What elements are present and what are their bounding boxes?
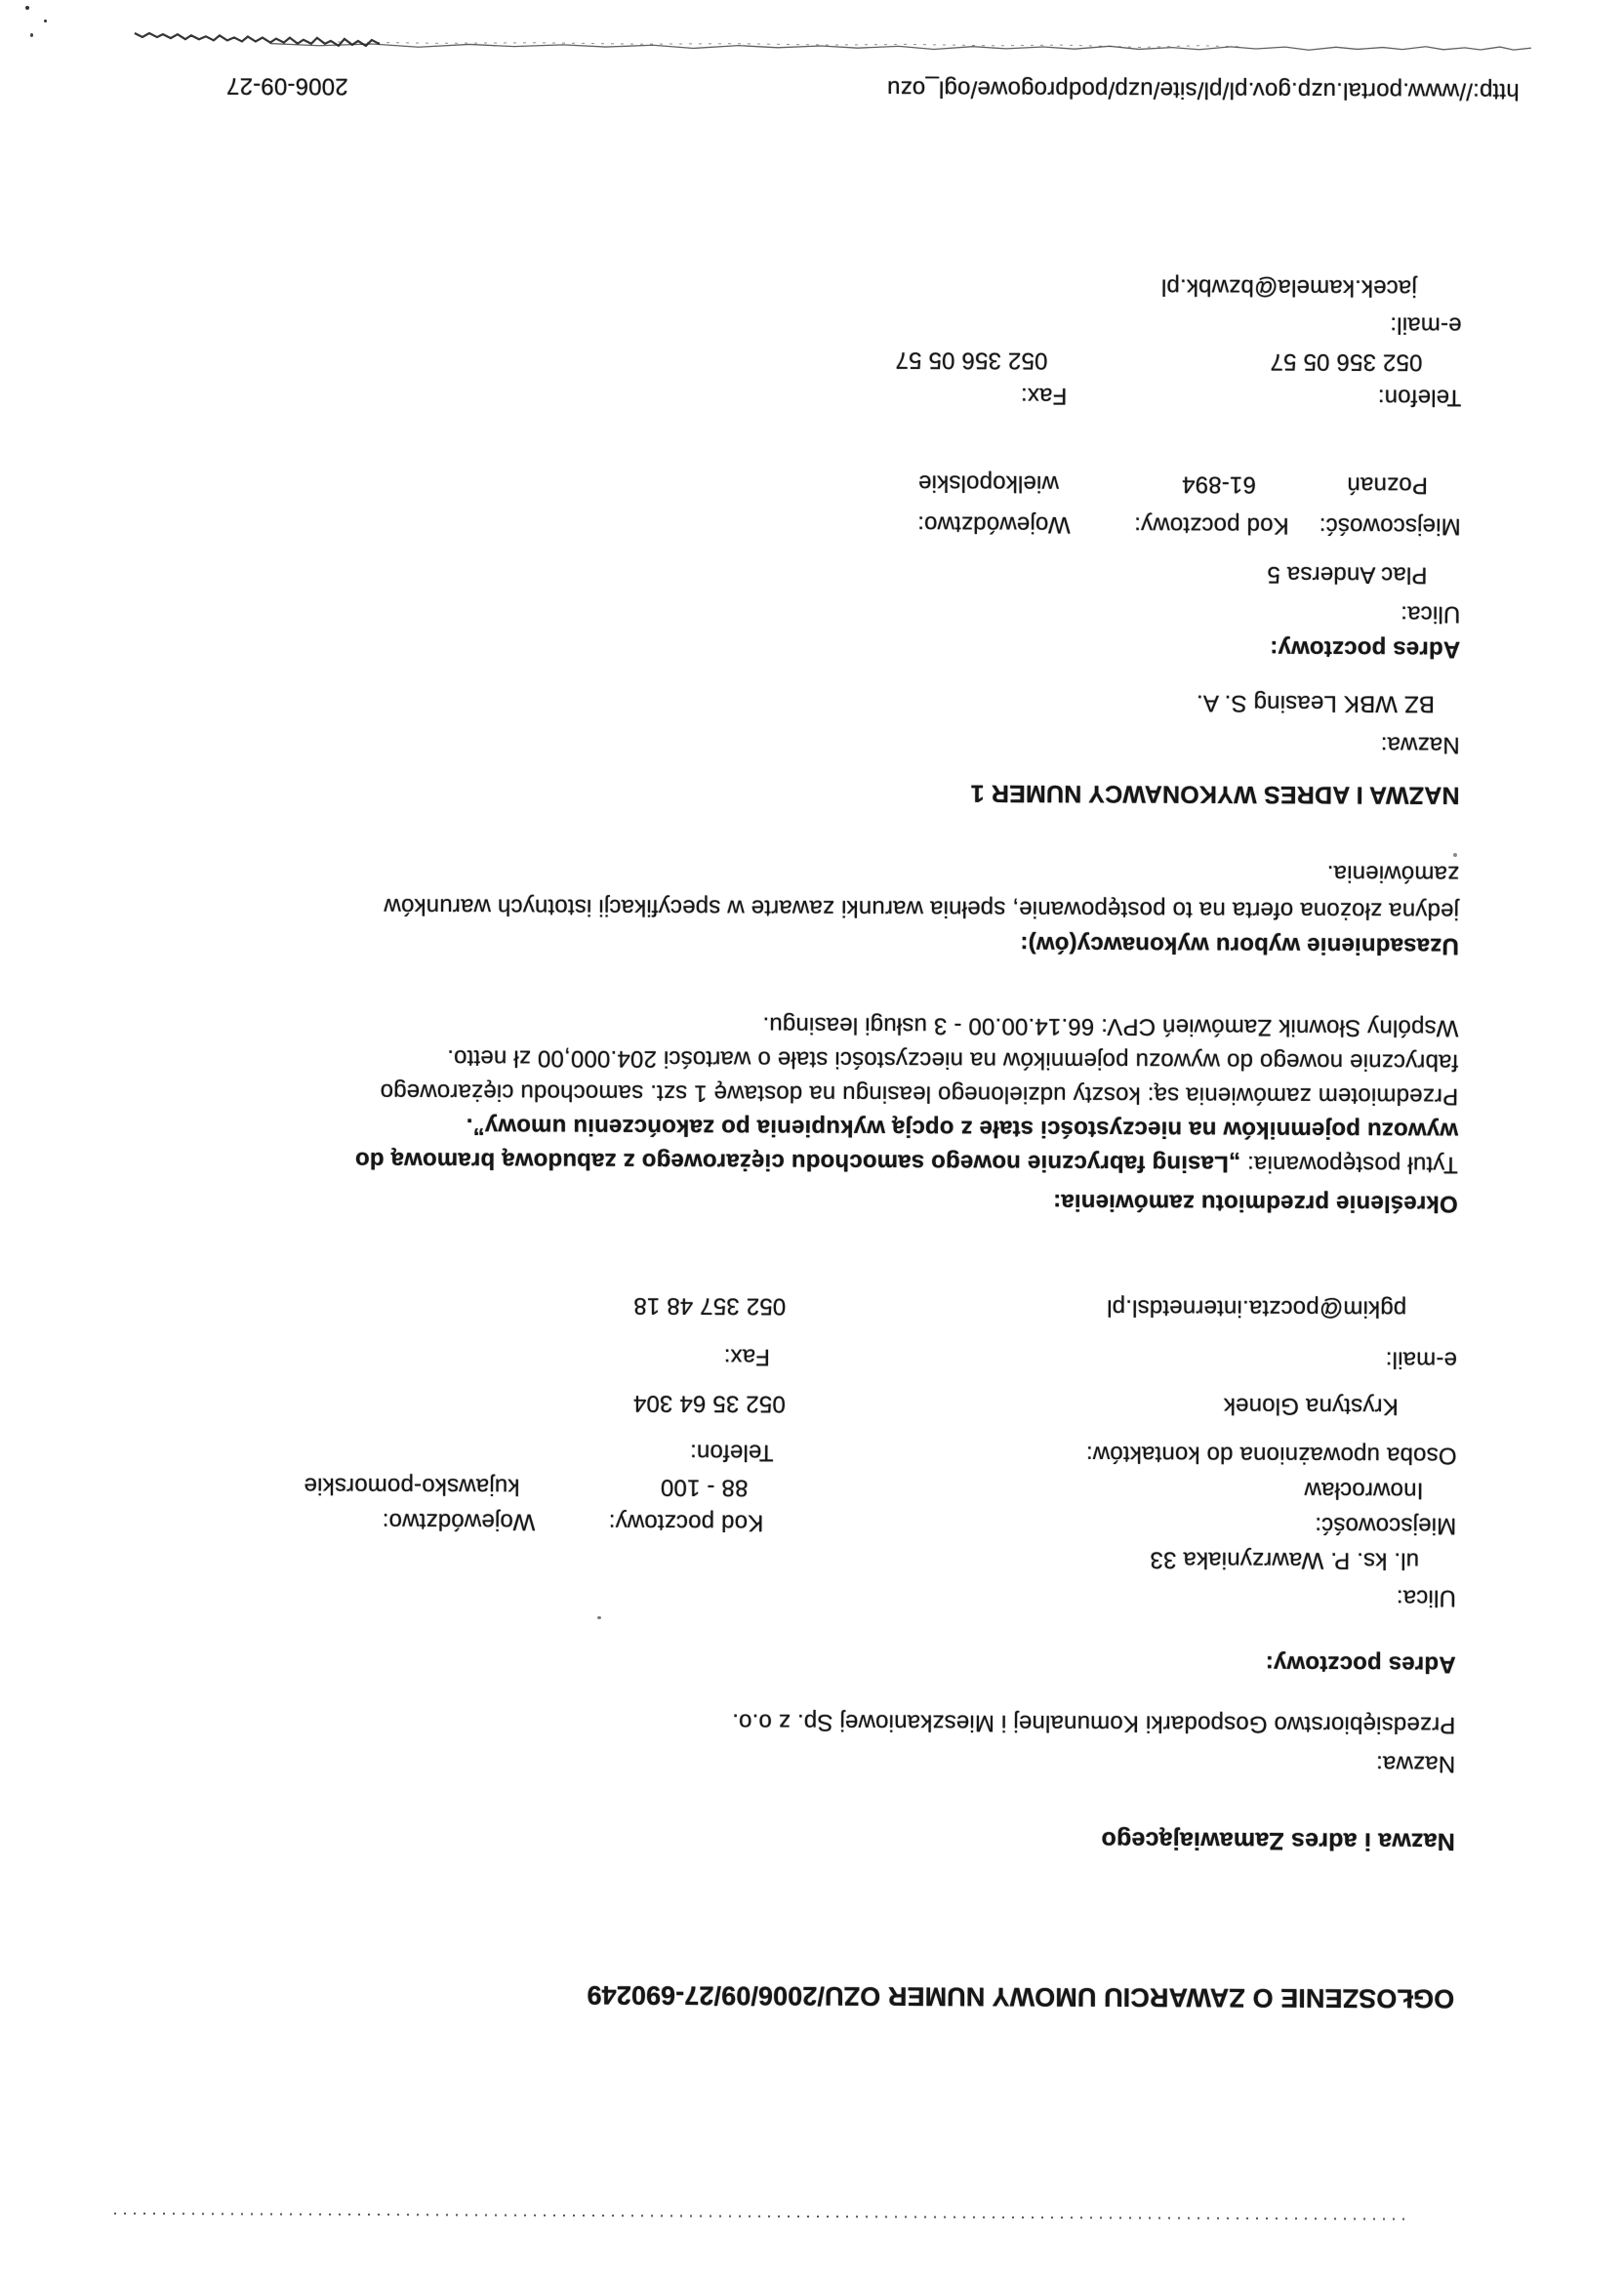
section-zamawiajacy-heading: Nazwa i adres Zamawiającego (1101, 1826, 1455, 1855)
uzasadnienie-heading: Uzasadnienie wyboru wykonawcy(ów): (1020, 930, 1459, 959)
wykonawca-nazwa-value: BZ WBK Leasing S. A. (1196, 689, 1436, 717)
zamawiajacy-miejscowosc-value: Inowrocław (1304, 1477, 1424, 1504)
wykonawca-nazwa-label: Nazwa: (1380, 731, 1460, 758)
zamawiajacy-osoba-value: Krystyna Glonek (1223, 1392, 1399, 1420)
wykonawca-telefon-value: 052 356 05 57 (1270, 348, 1423, 376)
zamawiajacy-adres-heading: Adres pocztowy: (1265, 1650, 1456, 1678)
footer-url: http://www.portal.uzp.gov.pl/pl/site/uzp/podprogowe/ogl_ozu (886, 75, 1520, 105)
zamawiajacy-nazwa-label: Nazwa: (1375, 1750, 1456, 1777)
wykonawca-fax-label: Fax: (1020, 382, 1068, 410)
przedmiot-tytul-line1 (355, 1148, 1458, 1176)
zamawiajacy-ulica-label: Ulica: (1396, 1584, 1457, 1611)
wykonawca-phone-labels-row (95, 382, 1462, 411)
przedmiot-cpv: Wspólny Słownik Zamówień CPV: 66.14.00.00 - 3 usługi leasingu. (762, 1011, 1459, 1041)
zamawiajacy-address-values-row (90, 1472, 1456, 1504)
wykonawca-wojewodztwo-value: wielkopolskie (917, 469, 1059, 498)
przedmiot-tytul-prefix: Tytuł postępowania: (1240, 1150, 1458, 1178)
zamawiajacy-address-labels-row (90, 1508, 1457, 1539)
zamawiajacy-ulica-value: ul. ks. P. Wawrzyniaka 33 (1150, 1546, 1420, 1574)
zamawiajacy-wojewodztwo-label: Województwo: (382, 1508, 536, 1535)
przedmiot-opis-line2: fabrycznie nowego do wywozu pojemników na nieczystości stałe o wartości 204.000,00 zł netto. (447, 1044, 1459, 1076)
zamawiajacy-contact-labels-row (91, 1439, 1457, 1469)
wykonawca-ulica-label: Ulica: (1401, 600, 1461, 628)
header-dotted-line (111, 2213, 1404, 2220)
zamawiajacy-miejscowosc-label: Miejscowość: (1315, 1512, 1457, 1539)
zamawiajacy-kod-value: 88 - 100 (660, 1474, 749, 1501)
zamawiajacy-kod-label: Kod pocztowy: (608, 1509, 764, 1536)
wykonawca-address-values-row (95, 469, 1461, 499)
wykonawca-phone-values-row (95, 346, 1461, 376)
zamawiajacy-nazwa-value: Przedsiębiorstwo Gospodarki Komunalnej i Mieszkaniowej Sp. z o.o. (731, 1708, 1456, 1738)
zamawiajacy-osoba-label: Osoba upoważniona do kontaktów: (1085, 1441, 1457, 1469)
zamawiajacy-email-labels-row (91, 1343, 1458, 1373)
zamawiajacy-telefon-value: 052 35 64 304 (632, 1390, 786, 1417)
wykonawca-miejscowosc-label: Miejscowość: (1319, 512, 1461, 540)
wykonawca-miejscowosc-value: Poznań (1347, 471, 1428, 499)
wykonawca-telefon-label: Telefon: (1377, 384, 1462, 411)
uzasadnienie-line2: zamówienia. (1326, 860, 1460, 887)
wykonawca-kod-label: Kod pocztowy: (1134, 511, 1289, 540)
wykonawca-address-labels-row (95, 510, 1461, 540)
footer-date: 2006-09-27 (225, 72, 348, 100)
scan-edge-artifact (56, 32, 1531, 61)
zamawiajacy-email-values-row (91, 1292, 1457, 1322)
przedmiot-tytul-bold1: „Lasing fabrycznie nowego samochodu ciężarowego z zabudową bramową do (354, 1146, 1241, 1177)
przedmiot-opis-line1: Przedmiotem zamówienia są: koszty udzielonego leasingu na dostawę 1 szt. samochodu ciężarowego (380, 1078, 1459, 1110)
wykonawca-adres-heading: Adres pocztowy: (1270, 635, 1461, 663)
wykonawca-ulica-value: Plac Andersa 5 (1267, 561, 1428, 589)
przedmiot-heading: Określenie przedmiotu zamówienia: (1052, 1189, 1458, 1217)
wykonawca-kod-value: 61-894 (1181, 470, 1256, 498)
zamawiajacy-email-value: pgkim@poczta.internetdsl.pl (1106, 1294, 1407, 1322)
wykonawca-email-value: jacek.kamela@bzwbk.pl (1160, 273, 1417, 302)
wykonawca-wojewodztwo-label: Województwo: (916, 510, 1071, 539)
zamawiajacy-wojewodztwo-value: kujawsko-pomorskie (304, 1472, 520, 1500)
uzasadnienie-line1: jedyna złożona oferta na to postępowanie, spełnia warunki zawarte w specyfikacji istotnych warunków (384, 893, 1460, 924)
zamawiajacy-email-label: e-mail: (1385, 1346, 1458, 1373)
zamawiajacy-fax-value: 052 357 48 18 (633, 1292, 787, 1320)
page-title: OGŁOSZENIE O ZAWARCIU UMOWY NUMER OZU/2006/09/27-690249 (587, 1980, 1455, 2014)
zamawiajacy-contact-values-row (91, 1390, 1457, 1420)
wykonawca-email-label: e-mail: (1390, 311, 1462, 339)
section-wykonawca-heading: NAZWA I ADRES WYKONAWCY NUMER 1 (970, 779, 1460, 809)
zamawiajacy-fax-label: Fax: (723, 1343, 771, 1370)
zamawiajacy-telefon-label: Telefon: (689, 1439, 774, 1466)
przedmiot-tytul-line2: wywozu pojemników na nieczystości stałe z opcją wykupienia po zakończeniu umowy”. (466, 1113, 1459, 1144)
wykonawca-fax-value: 052 356 05 57 (895, 346, 1048, 375)
